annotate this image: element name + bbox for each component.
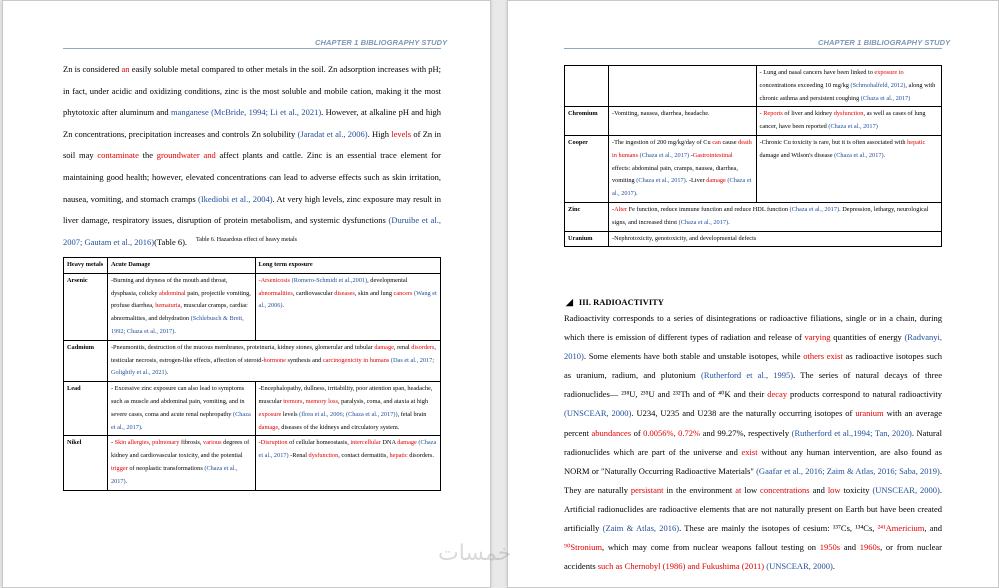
column-header: Acute Damage bbox=[107, 258, 255, 274]
table-row bbox=[565, 231, 942, 247]
hazard-table-continued bbox=[564, 65, 942, 247]
text-run: . -Liver bbox=[685, 177, 707, 185]
text-run: , along with chronic asthma and persistent coughing bbox=[759, 81, 936, 102]
long-term-exposure-cell bbox=[255, 273, 440, 340]
text-run: (Jaradat et al., 2006) bbox=[297, 128, 368, 139]
text-run: various bbox=[203, 439, 222, 447]
text-run: -Pneumonitis, destruction of the mucous membranes, proteinuria, kidney stones, glomerular and tubular bbox=[110, 343, 375, 351]
table-header-row bbox=[64, 258, 441, 274]
text-run: - bbox=[759, 110, 764, 118]
text-run: - bbox=[689, 151, 693, 159]
text-run: . Artificial radionuclides are radioactive elements that are not naturally present on Earth but have been created artificially bbox=[564, 484, 942, 534]
text-run: of neoplastic transformations bbox=[127, 464, 205, 472]
text-run: of cellular homeostasis, bbox=[287, 439, 351, 447]
text-run: (Chaza et al., 2017) bbox=[828, 123, 878, 131]
text-run: (Chaza et al., 2017) bbox=[860, 94, 911, 102]
text-run: , which may come from nuclear weapons fallout testing on bbox=[602, 542, 820, 553]
text-run: toxicity bbox=[840, 484, 873, 495]
text-run: - bbox=[110, 439, 115, 447]
text-run: -Chronic Cu toxicity is rare, but it is often associated with bbox=[759, 138, 908, 146]
text-run: low bbox=[741, 484, 761, 495]
long-term-exposure-cell bbox=[255, 436, 440, 490]
text-run: ⁹⁰Stronium bbox=[564, 542, 603, 553]
text-run: . bbox=[125, 477, 128, 485]
text-run: -Encephalopathy, dullness, irritability, poor attention span, headache, muscular bbox=[258, 385, 433, 405]
text-run: , bbox=[148, 439, 153, 447]
text-run: hormone bbox=[263, 356, 286, 364]
text-run: trigger bbox=[110, 464, 128, 472]
text-run: 1960s bbox=[859, 542, 881, 553]
text-run: quantities of energy bbox=[830, 332, 905, 343]
long-term-exposure-cell bbox=[756, 135, 941, 202]
text-run: . U234, U235 and U238 are the naturally occurring isotopes of bbox=[631, 408, 856, 419]
text-run: , bbox=[302, 397, 306, 405]
text-run: (flora et al., 2006; (Chaza et al., 2017)) bbox=[299, 410, 398, 418]
text-run: of Zn in soil may bbox=[63, 128, 442, 161]
text-run: Gastrointestinal bbox=[692, 151, 733, 159]
text-run: of liver and kidney bbox=[782, 110, 834, 118]
text-run: exposure to bbox=[874, 69, 904, 76]
text-run: uranium bbox=[855, 408, 884, 419]
hazard-table bbox=[63, 257, 441, 491]
acute-damage-cell bbox=[107, 340, 440, 381]
acute-damage-cell bbox=[107, 273, 255, 340]
text-run: hematuria bbox=[155, 302, 181, 310]
text-run: cause bbox=[720, 138, 739, 146]
metal-cell: Cadmium bbox=[64, 340, 108, 381]
text-run: - bbox=[258, 439, 261, 447]
text-run: contaminate bbox=[97, 150, 139, 161]
text-run: memory loss bbox=[305, 397, 338, 405]
text-run: (Table 6). bbox=[154, 236, 188, 247]
text-run: (Chaza et al., 2017) bbox=[639, 151, 690, 159]
text-run: the bbox=[138, 150, 157, 161]
long-term-exposure-cell bbox=[756, 66, 941, 107]
text-run: death in humans bbox=[611, 138, 752, 159]
text-run: abnormalities bbox=[258, 289, 293, 297]
text-run: groundwater and bbox=[156, 150, 216, 161]
acute-damage-cell bbox=[608, 107, 756, 136]
text-run: disorders. bbox=[407, 452, 434, 460]
text-run: , cardiovascular bbox=[292, 289, 335, 297]
text-run: , renal bbox=[393, 343, 412, 351]
text-run: , diseases of the kidneys and circulatory system. bbox=[278, 423, 400, 431]
metal-cell: Nikel bbox=[64, 436, 108, 490]
text-run: (Rutherford et al., 1995) bbox=[701, 370, 794, 381]
text-run: . bbox=[166, 369, 169, 377]
text-run: , developmental bbox=[367, 276, 408, 284]
text-run: (Chaza et al., 2017) bbox=[611, 177, 752, 198]
text-run: . Natural radionuclides which are part of the universe and bbox=[564, 427, 942, 457]
text-run: (Zaim & Atlas, 2016) bbox=[602, 523, 680, 534]
acute-damage-cell bbox=[608, 231, 941, 247]
text-run: concentrations exceeding 10 mg/kg bbox=[759, 81, 851, 89]
text-run: pain, projectile vomiting, profuse diarrhea, bbox=[110, 289, 251, 310]
table-row bbox=[64, 340, 441, 381]
text-run: (Gaafar et al., 2016; Zaim & Atlas, 2016; Saba, 2019) bbox=[756, 465, 940, 476]
text-run: fibrosis, bbox=[179, 439, 204, 447]
text-run: hepatic bbox=[389, 452, 408, 460]
text-run: (Romero-Schmidt et al.,2001) bbox=[291, 276, 368, 284]
text-run: persistant bbox=[630, 484, 664, 495]
text-run: . Depression, lethargy, neurological signs, and increased thirst bbox=[611, 205, 929, 226]
text-run: , fetal brain bbox=[397, 410, 427, 418]
text-run: abundances bbox=[591, 427, 632, 438]
text-run: without any human intervention, are also found as NORM or "Naturally Occurring Radioactive Materials" bbox=[564, 446, 942, 476]
text-run: easily soluble metal compared to other metals in the soil. Zn adsorption increases with pH; in fact, under acidic and oxidizing conditions, zinc is the most soluble and mobile cation, making it the most phytotoxic after aluminum and bbox=[63, 64, 441, 118]
text-run: (Chaza et al., 2017) bbox=[110, 410, 251, 431]
text-run: hepatic bbox=[907, 138, 926, 146]
text-run: damage bbox=[397, 439, 417, 447]
long-term-exposure-cell bbox=[756, 107, 941, 136]
text-run: . At very high levels, zinc exposure may result in liver damage, respiratory issues, disruption of protein metabolism, and systemic dysfunctions bbox=[63, 193, 442, 226]
header-rule bbox=[564, 48, 942, 49]
text-run: . bbox=[832, 561, 835, 572]
text-run: -Vomiting, nausea, diarrhea, headache. bbox=[611, 110, 710, 118]
text-run: abdominal bbox=[159, 289, 186, 297]
text-run: damage bbox=[258, 423, 279, 431]
text-run: (Das et al., 2017; Golightly et al., 2021) bbox=[110, 356, 435, 377]
table-row bbox=[565, 107, 942, 136]
text-run: , or from nuclear accidents bbox=[564, 542, 942, 572]
text-run: . bbox=[282, 302, 285, 310]
text-run: dysfunction bbox=[833, 110, 864, 118]
acute-damage-cell bbox=[608, 135, 756, 202]
text-run: with an average percent bbox=[564, 408, 943, 438]
text-run: damage bbox=[374, 343, 394, 351]
text-run: such as Chernobyl (1986) and Fukushima (2011) bbox=[597, 561, 765, 572]
document-page-left bbox=[2, 0, 491, 588]
text-run: (Duruibe et al., 2007; Gautam et al., 2016) bbox=[63, 215, 441, 247]
text-run: (Schlebusch & Breit, 1992; Chaza et al., 2017) bbox=[110, 315, 244, 335]
text-run: , as well as cases of lung cancer, have been reported bbox=[759, 110, 926, 131]
text-run: cancers bbox=[393, 289, 413, 297]
text-run: -Renal bbox=[288, 452, 309, 460]
metal-cell: Lead bbox=[64, 382, 108, 436]
text-run: (Ikediobi et al., 2004) bbox=[197, 193, 273, 204]
document-page-right bbox=[438, 0, 999, 588]
text-run: - Excessive zinc exposure can also lead to symptoms such as muscle and abdominal pain, vomiting, and in severe cases, coma and acute renal nephropathy bbox=[110, 385, 245, 418]
text-run: . They are naturally bbox=[564, 465, 942, 495]
text-run: (Chaza et al., 2017) bbox=[110, 464, 238, 485]
acute-damage-cell bbox=[107, 382, 255, 436]
text-run: low bbox=[827, 484, 841, 495]
text-run: dysfunction bbox=[308, 452, 339, 460]
text-run: exposure bbox=[258, 410, 282, 418]
text-run: products correspond to natural radioactivity bbox=[787, 389, 942, 400]
column-header: Heavy metals bbox=[64, 258, 108, 274]
text-run: synthesis and bbox=[285, 356, 323, 364]
text-run: ²⁴¹Americium bbox=[877, 523, 925, 534]
text-run: tremors bbox=[283, 397, 303, 405]
text-run: -The ingestion of 200 mg/kg/day of Cu bbox=[611, 138, 713, 146]
table-row bbox=[565, 135, 942, 202]
text-run: Radioactivity corresponds to a series of disintegrations or radioactive filiations, single or in a chain, during which there is emission of different types of radiation and release of bbox=[564, 313, 942, 343]
text-run: others exist bbox=[803, 351, 843, 362]
acute-damage-cell bbox=[107, 436, 255, 490]
text-run: manganese bbox=[170, 107, 209, 118]
metal-cell: Chromium bbox=[565, 107, 609, 136]
text-run: 0.0056%, 0.72% bbox=[643, 427, 701, 438]
text-run: concentrations bbox=[760, 484, 810, 495]
watermark-logo: خمسات bbox=[438, 541, 512, 566]
text-run: , testicular necrosis, estrogen-like effects, affection of steroid- bbox=[110, 343, 436, 364]
column-header: Long term exposure bbox=[255, 258, 440, 274]
text-run: . bbox=[141, 423, 143, 431]
acute-damage-cell bbox=[608, 202, 941, 231]
acute-damage-cell bbox=[608, 66, 756, 107]
text-run: , contact dermatitis, bbox=[338, 452, 390, 460]
text-run: carcinogenicity in humans bbox=[322, 356, 390, 364]
text-run: , paralysis, coma, and ataxia at high bbox=[337, 397, 429, 405]
metal-cell bbox=[565, 66, 609, 107]
table-row bbox=[64, 382, 441, 436]
text-run: -Arsenicosis bbox=[258, 276, 291, 284]
text-run: Alter bbox=[614, 205, 628, 213]
collapse-triangle-icon[interactable]: ◢ bbox=[566, 297, 573, 307]
text-run: Reports bbox=[763, 110, 783, 118]
text-run: - Lung and nasal cancers have been linked to bbox=[759, 69, 875, 76]
text-run: at bbox=[735, 484, 742, 495]
metal-cell: Arsenic bbox=[64, 273, 108, 340]
section-heading: ◢ III. RADIOACTIVITY bbox=[566, 297, 664, 307]
text-run: levels bbox=[281, 410, 300, 418]
metal-cell: Zinc bbox=[565, 202, 609, 231]
text-run: (UNSCEAR, 2000) bbox=[564, 408, 632, 419]
text-run: (Chaza et al., 2017) bbox=[834, 151, 884, 159]
text-run: DNA bbox=[380, 439, 398, 447]
text-run: Fe function, reduce immune function and reduce HDL function bbox=[627, 205, 790, 213]
text-run: degrees of kidney and cardiovascular toxicity, and the potential bbox=[110, 439, 250, 460]
text-run: disorders bbox=[411, 343, 435, 351]
text-run: 1950s bbox=[819, 542, 841, 553]
text-run: diseases bbox=[334, 289, 355, 297]
running-header: CHAPTER 1 BIBLIOGRAPHY STUDY bbox=[315, 38, 448, 47]
text-run: damage bbox=[706, 177, 726, 185]
text-run: (Chaza et al., 2017) bbox=[258, 439, 437, 460]
text-run: . These are mainly the isotopes of cesium: ¹³⁷Cs, ¹³⁴Cs, bbox=[679, 523, 878, 534]
text-run: . Some elements have both stable and unstable isotopes, while bbox=[583, 351, 804, 362]
table-row bbox=[64, 273, 441, 340]
text-run: as radioactive isotopes such as uranium, radium, and plutonium bbox=[564, 351, 943, 381]
text-run: pulmonary bbox=[152, 439, 180, 447]
text-run: (Chaza et al., 2017) bbox=[636, 177, 686, 185]
text-run: , muscular cramps, cardiac abnormalities, and dehydration bbox=[110, 302, 248, 323]
metal-cell: Uranium bbox=[565, 231, 609, 247]
text-run: in the environment bbox=[663, 484, 736, 495]
text-run: can bbox=[712, 138, 721, 146]
running-header: CHAPTER 1 BIBLIOGRAPHY STUDY bbox=[818, 38, 951, 47]
text-run: . bbox=[174, 327, 176, 335]
text-run: (Radvanyi, 2010) bbox=[564, 332, 942, 362]
text-run: (UNSCEAR, 2000) bbox=[766, 561, 833, 572]
text-run: and 99.27%, respectively bbox=[700, 427, 792, 438]
text-run: . However, at alkaline pH and high Zn concentrations, precipitation increases and controls Zn solubility bbox=[63, 107, 441, 139]
table-row bbox=[565, 202, 942, 231]
text-run: (Chaza et al., 2017) bbox=[678, 218, 729, 226]
text-run: (Chaza et al., 2017) bbox=[789, 205, 840, 213]
text-run: Skin allergies bbox=[114, 439, 149, 447]
text-run: and bbox=[809, 484, 828, 495]
text-run: of bbox=[631, 427, 644, 438]
text-run: (Rutherford et al.,1994; Tan, 2020) bbox=[791, 427, 912, 438]
long-term-exposure-cell bbox=[255, 382, 440, 436]
text-run: , and bbox=[924, 523, 943, 534]
table-row bbox=[565, 66, 942, 107]
text-run: (McBride, 1994; Li et al., 2021) bbox=[211, 107, 322, 118]
text-run: (UNSCEAR, 2000) bbox=[872, 484, 940, 495]
text-run: (Wang et al., 2006) bbox=[258, 289, 437, 310]
table-caption: Table 6. Hazardous effect of heavy metals bbox=[196, 237, 297, 243]
text-run: and bbox=[840, 542, 860, 553]
text-run: levels bbox=[391, 128, 412, 139]
body-paragraph bbox=[63, 59, 441, 253]
text-run: intercellular bbox=[350, 439, 381, 447]
text-run: affect plants and cattle. Zinc is an essential trace element for maintaining good health; however, elevated concentrations can lead to adverse effects such as skin irritation, nausea, vomiting, and stomach cramps bbox=[63, 150, 441, 204]
text-run: . bbox=[728, 218, 730, 226]
header-rule bbox=[63, 48, 441, 49]
text-run: -Nephrotoxicity, genotoxicity, and developmental defects bbox=[611, 234, 757, 242]
text-run: effects: abdominal pain, cramps, nausea, diarrhea, vomiting bbox=[611, 164, 738, 185]
text-run: , skin and lung bbox=[354, 289, 394, 297]
text-run: -Burning and dryness of the mouth and throat, dysphasia, colicky bbox=[110, 276, 228, 297]
text-run: . The series of natural decays of three radionuclides— ²³⁸U, ²³⁵U and ²³²Th and of ⁴⁰K and their bbox=[564, 370, 942, 400]
text-run: damage and Wilson's disease bbox=[759, 151, 835, 159]
text-run: . bbox=[635, 190, 638, 198]
text-run: decay bbox=[767, 389, 788, 400]
text-run: - bbox=[611, 205, 615, 213]
table-row bbox=[64, 436, 441, 490]
text-run: Zn is considered bbox=[63, 64, 122, 74]
text-run: varying bbox=[804, 332, 831, 343]
text-run: exist bbox=[741, 446, 758, 457]
metal-cell: Cooper bbox=[565, 135, 609, 202]
text-run: (Schmohalfeld, 2012) bbox=[850, 81, 906, 89]
text-run: Disruption bbox=[260, 439, 288, 447]
text-run: an bbox=[121, 64, 130, 74]
text-run: . High bbox=[367, 128, 392, 139]
body-paragraph bbox=[564, 309, 942, 576]
text-run: . bbox=[883, 151, 886, 159]
